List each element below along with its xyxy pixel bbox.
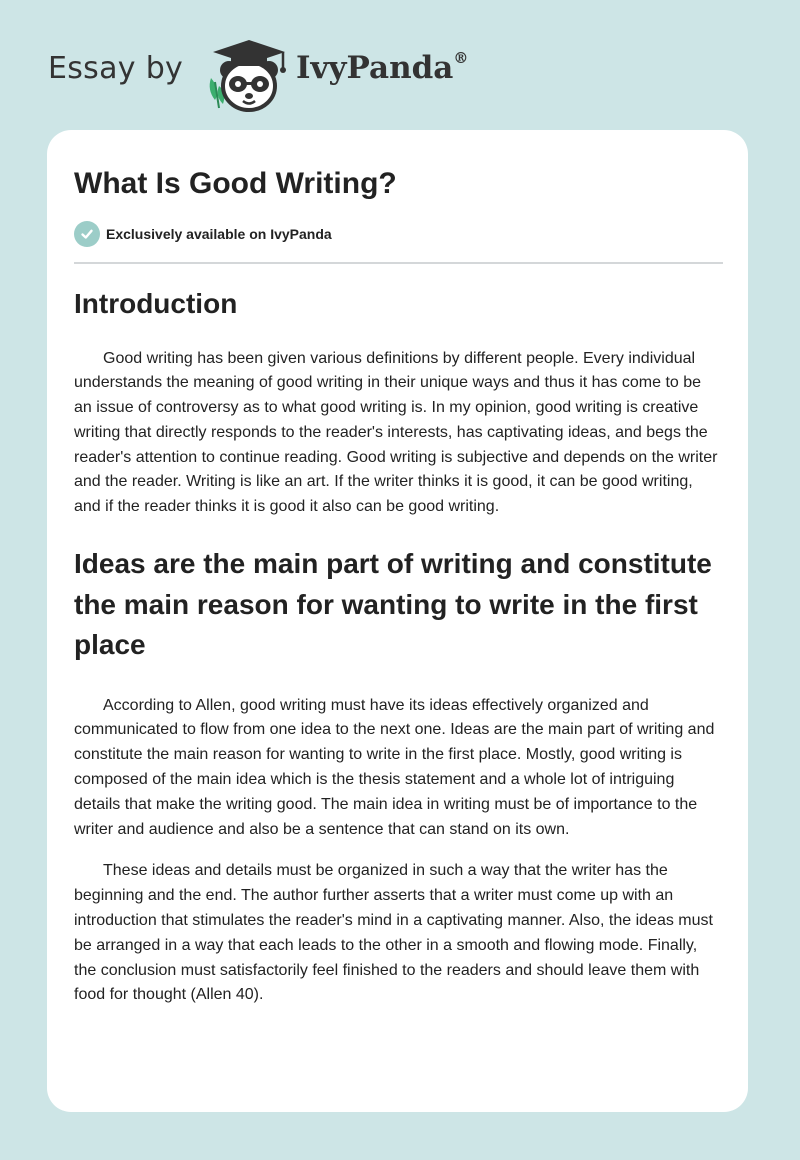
- exclusive-badge: [74, 220, 723, 248]
- divider: [74, 262, 723, 264]
- brand-name-text[interactable]: IvyPanda: [296, 50, 454, 86]
- section-heading-introduction: Introduction: [74, 288, 238, 319]
- registered-mark: ®: [453, 48, 469, 67]
- article-content: [74, 162, 723, 1008]
- article-card: [47, 130, 748, 1112]
- paragraph: These ideas and details must be organized in such a way that the writer has the beginning and the end. The author further asserts that a writer must come up with an introduction that stimulates the reader's mind in a captivating manner. Also, the ideas must be arranged in a way that each leads to the other in a smooth and flowing mode. Finally, the conclusion must satisfactorily feel finished to the readers and should leave them with food for thought (Allen 40).: [74, 862, 713, 1004]
- paragraph: Good writing has been given various definitions by different people. Every individual understands the meaning of good writing in their unique ways and thus it has come to be an issue of controversy as to what good writing is. In my opinion, good writing is creative writing that directly responds to the reader's interests, has captivating ideas, and begs the reader's attention to continue reading. Good writing is subjective and depends on the writer and the reader. Writing is like an art. If the writer thinks it is good, it can be good writing, and if the reader thinks it is good it also can be good writing.: [74, 349, 718, 516]
- site-header: [48, 30, 508, 114]
- page-title: What Is Good Writing?: [74, 167, 397, 200]
- brand-name[interactable]: [296, 50, 468, 86]
- panda-mascot-icon[interactable]: [201, 34, 297, 114]
- brand-prefix: Essay by: [48, 51, 184, 86]
- section-heading-ideas: Ideas are the main part of writing and constitute the main reason for wanting to write in the first place: [74, 548, 712, 661]
- paragraph: According to Allen, good writing must have its ideas effectively organized and communicated to flow from one idea to the next one. Ideas are the main part of writing and constitute the main reason for wanting to write in the first place. Mostly, good writing is composed of the main idea which is the thesis statement and a whole lot of intriguing details that make the writing good. The main idea in writing must be of importance to the writer and audience and also be a sentence that can stand on its own.: [74, 696, 715, 838]
- check-circle-icon: [74, 221, 100, 247]
- badge-text: Exclusively available on IvyPanda: [106, 226, 332, 242]
